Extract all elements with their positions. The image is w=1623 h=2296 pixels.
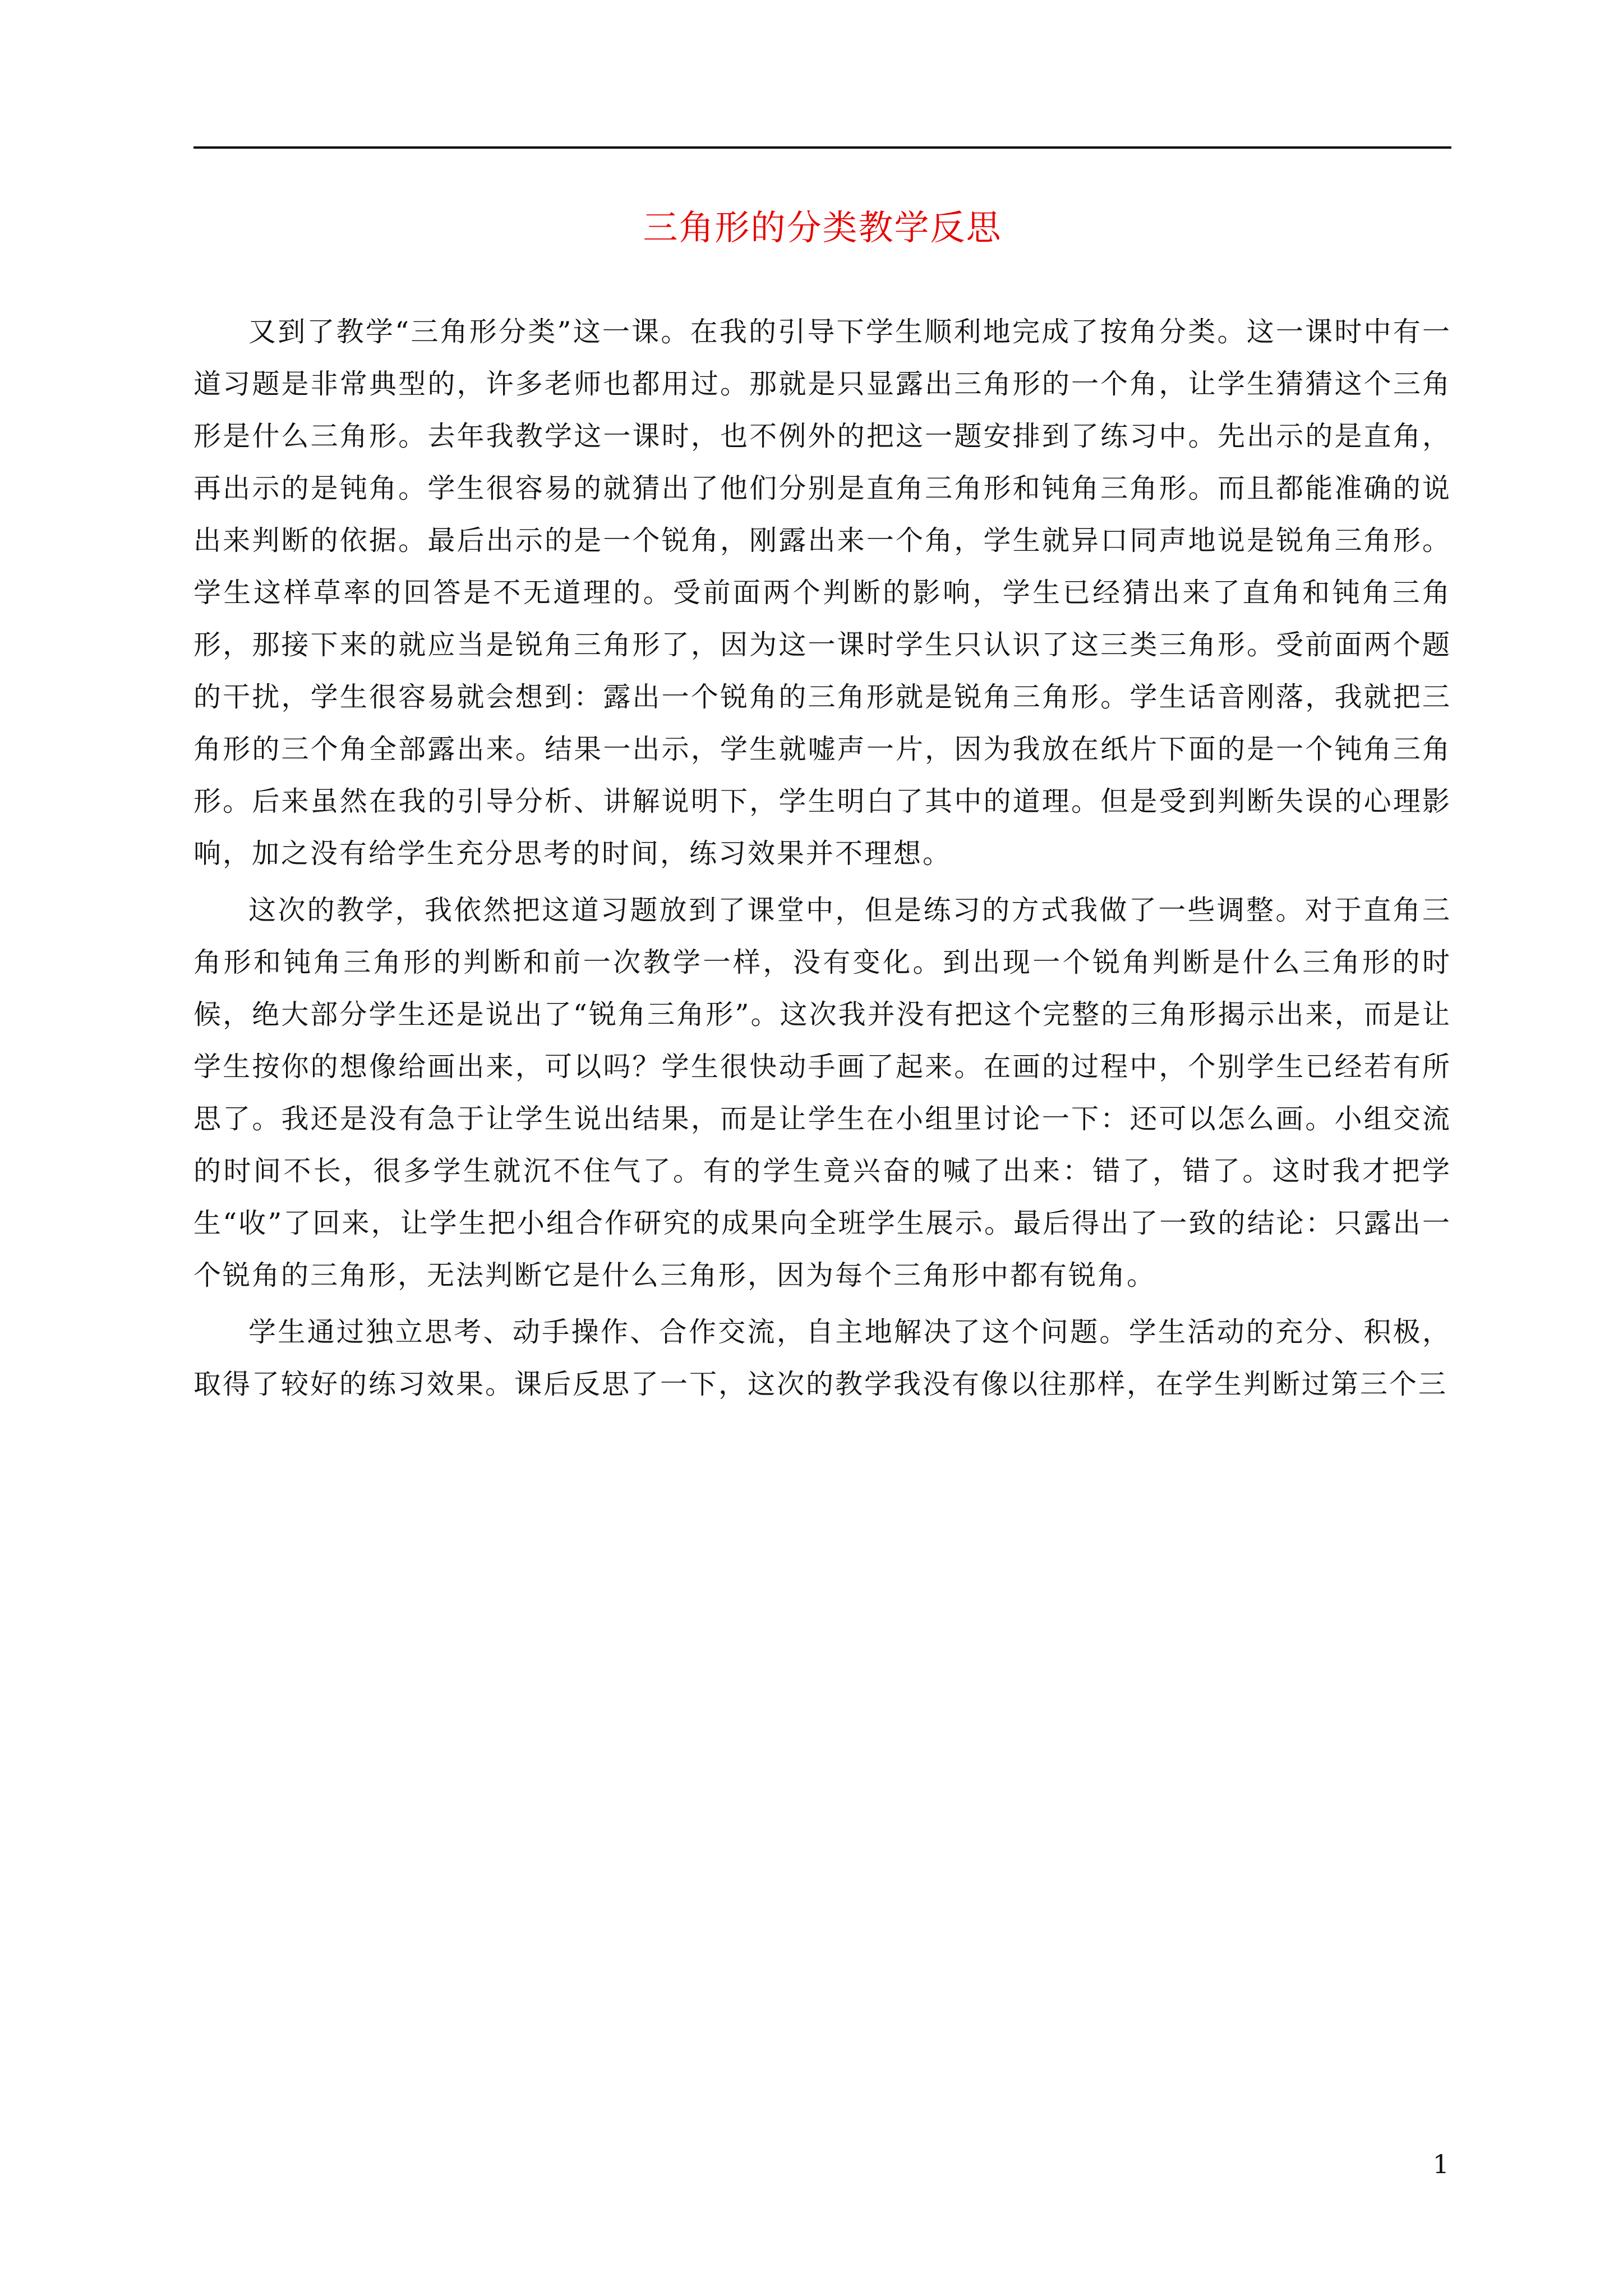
paragraph-2: 这次的教学，我依然把这道习题放到了课堂中，但是练习的方式我做了一些调整。对于直角三角形和钝角三角形的判断和前一次教学一样，没有变化。到出现一个锐角判断是什么三角形的时候，绝大部分学生还是说出了“锐角三角形”。这次我并没有把这个完整的三角形揭示出来，而是让学生按你的想像给画出来，可以吗？学生很快动手画了起来。在画的过程中，个别学生已经若有所思了。我还是没有急于让学生说出结果，而是让学生在小组里讨论一下：还可以怎么画。小组交流的时间不长，很多学生就沉不住气了。有的学生竟兴奋的喊了出来：错了，错了。这时我才把学生“收”了回来，让学生把小组合作研究的成果向全班学生展示。最后得出了一致的结论：只露出一个锐角的三角形，无法判断它是什么三角形，因为每个三角形中都有锐角。: [193, 894, 1451, 1291]
paragraph-3: 学生通过独立思考、动手操作、合作交流，自主地解决了这个问题。学生活动的充分、积极，取得了较好的练习效果。课后反思了一下，这次的教学我没有像以往那样，在学生判断过第三个三: [193, 1316, 1451, 1400]
page-title: 三角形的分类教学反思: [643, 207, 1002, 248]
paragraph-1: 又到了教学“三角形分类”这一课。在我的引导下学生顺利地完成了按角分类。这一课时中有一道习题是非常典型的，许多老师也都用过。那就是只显露出三角形的一个角，让学生猜猜这个三角形是什么三角形。去年我教学这一课时，也不例外的把这一题安排到了练习中。先出示的是直角，再出示的是钝角。学生很容易的就猜出了他们分别是直角三角形和钝角三角形。而且都能准确的说出来判断的依据。最后出示的是一个锐角，刚露出来一个角，学生就异口同声地说是锐角三角形。学生这样草率的回答是不无道理的。受前面两个判断的影响，学生已经猜出来了直角和钝角三角形，那接下来的就应当是锐角三角形了，因为这一课时学生只认识了这三类三角形。受前面两个题的干扰，学生很容易就会想到：露出一个锐角的三角形就是锐角三角形。学生话音刚落，我就把三角形的三个角全部露出来。结果一出示，学生就嘘声一片，因为我放在纸片下面的是一个钝角三角形。后来虽然在我的引导分析、讲解说明下，学生明白了其中的道理。但是受到判断失误的心理影响，加之没有给学生充分思考的时间，练习效果并不理想。: [193, 316, 1451, 869]
page-number: 1: [1432, 2149, 1449, 2179]
header-rule: [193, 146, 1451, 149]
document-body: [193, 306, 1451, 1415]
